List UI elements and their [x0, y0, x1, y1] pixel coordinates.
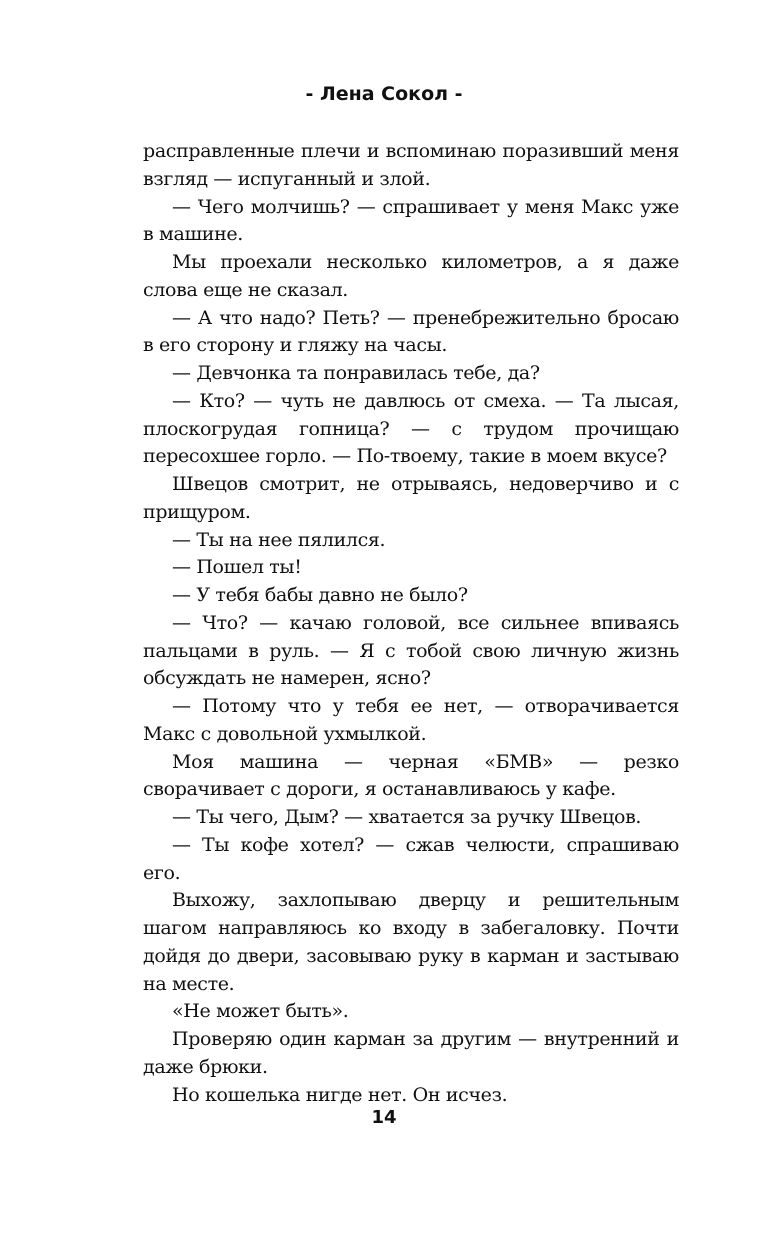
body-text	[143, 138, 679, 1109]
running-head: - Лена Сокол -	[305, 83, 463, 105]
paragraph: Проверяю один карман за другим — внутренний и даже брюки.	[143, 1028, 679, 1078]
paragraph: — Пошел ты!	[172, 556, 302, 579]
page-number: 14	[371, 1107, 397, 1128]
paragraph: «Не может быть».	[172, 1000, 349, 1023]
paragraph: — А что надо? Петь? — пренебрежительно бросаю в его сторону и гляжу на часы.	[143, 306, 679, 357]
paragraph: Но кошелька нигде нет. Он исчез.	[172, 1083, 508, 1106]
paragraph: — Девчонка та понравилась тебе, да?	[172, 362, 540, 384]
paragraph: Мы проехали несколько километров, а я даже слова еще не сказал.	[143, 251, 679, 301]
paragraph: — Чего молчишь? — спрашивает у меня Макс уже в машине.	[143, 195, 679, 246]
paragraph: — Потому что у тебя ее нет, — отворачивается Макс с довольной ухмылкой.	[143, 695, 679, 745]
paragraph: — Что? — качаю головой, все сильнее впиваясь пальцами в руль. — Я с тобой свою личную жизнь обсуждать не намерен, ясно?	[143, 611, 679, 690]
paragraph: — Ты кофе хотел? — сжав челюсти, спрашиваю его.	[143, 833, 679, 884]
paragraph: Выхожу, захлопываю дверцу и решительным шагом направляюсь ко входу в забегаловку. Почти дойдя до двери, засовываю руку в карман и застываю на месте.	[143, 889, 679, 995]
paragraph: — Кто? — чуть не давлюсь от смеха. — Та лысая, плоскогрудая гопница? — с трудом прочищаю пересохшее горло. — По-твоему, такие в моем вкусе?	[143, 389, 679, 468]
paragraph: расправленные плечи и вспоминаю поразивший меня взгляд — испуганный и злой.	[143, 140, 679, 190]
paragraph: Моя машина — черная «БМВ» — резко сворачивает с дороги, я останавливаюсь у кафе.	[143, 750, 679, 801]
paragraph: — Ты на нее пялился.	[172, 528, 386, 551]
paragraph: — У тебя бабы давно не было?	[172, 584, 468, 606]
paragraph: — Ты чего, Дым? — хватается за ручку Швецов.	[172, 806, 642, 828]
paragraph: Швецов смотрит, не отрываясь, недоверчиво и с прищуром.	[143, 473, 679, 523]
